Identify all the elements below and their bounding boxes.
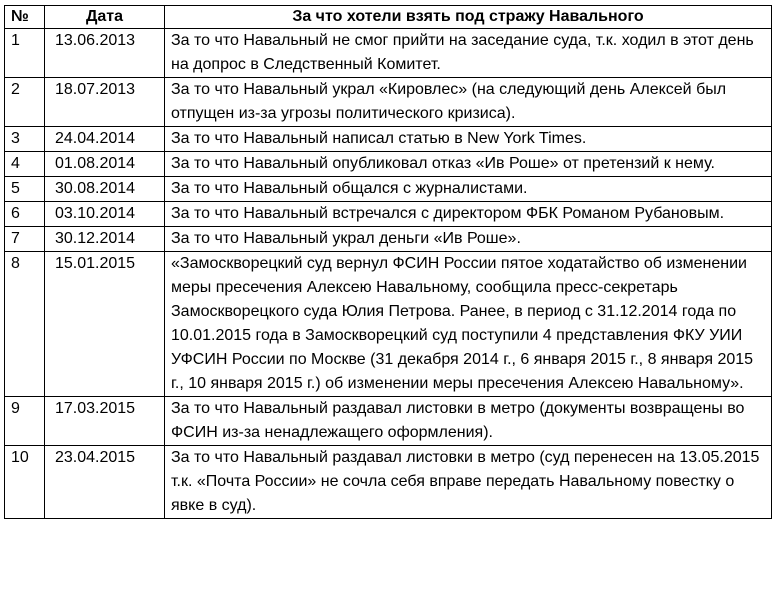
- row-number-cell: 7: [5, 227, 45, 252]
- row-reason-cell: За то что Навальный раздавал листовки в метро (документы возвращены во ФСИН из-за ненадлежащего оформления).: [165, 397, 772, 446]
- row-reason-cell: За то что Навальный встречался с директором ФБК Романом Рубановым.: [165, 202, 772, 227]
- table-row: [5, 127, 772, 152]
- row-reason-cell: За то что Навальный украл «Кировлес» (на следующий день Алексей был отпущен из-за угрозы политического кризиса).: [165, 78, 772, 127]
- table-row: [5, 177, 772, 202]
- table-row: [5, 202, 772, 227]
- row-number-cell: 9: [5, 397, 45, 446]
- table-row: [5, 78, 772, 127]
- row-date-cell: 13.06.2013: [45, 29, 165, 78]
- row-date-cell: 03.10.2014: [45, 202, 165, 227]
- row-date-cell: 18.07.2013: [45, 78, 165, 127]
- row-reason-cell: За то что Навальный раздавал листовки в метро (суд перенесен на 13.05.2015 т.к. «Почта России» не сочла себя вправе передать Навальному повестку о явке в суд).: [165, 446, 772, 519]
- row-date-cell: 17.03.2015: [45, 397, 165, 446]
- table-row: [5, 152, 772, 177]
- detention-attempts-table: [4, 5, 772, 519]
- header-reason: За что хотели взять под стражу Навального: [165, 6, 772, 29]
- table-header-row: [5, 6, 772, 29]
- table-row: [5, 29, 772, 78]
- row-number-cell: 3: [5, 127, 45, 152]
- row-number-cell: 6: [5, 202, 45, 227]
- row-reason-cell: «Замоскворецкий суд вернул ФСИН России пятое ходатайство об изменении меры пресечения Алексею Навальному, сообщила пресс-секретарь Замоскворецкого суда Юлия Петрова. Ранее, в период с 31.12.2014 года по 10.01.2015 года в Замоскворецкий суд поступили 4 представления ФКУ УИИ УФСИН России по Москве (31 декабря 2014 г., 6 января 2015 г., 8 января 2015 г., 10 января 2015 г.) об изменении меры пресечения Алексею Навальному».: [165, 252, 772, 397]
- row-number-cell: 8: [5, 252, 45, 397]
- row-number-cell: 1: [5, 29, 45, 78]
- row-number-cell: 2: [5, 78, 45, 127]
- row-date-cell: 01.08.2014: [45, 152, 165, 177]
- detention-attempts-table-container: [4, 5, 772, 519]
- table-row: [5, 446, 772, 519]
- table-row: [5, 397, 772, 446]
- table-row: [5, 252, 772, 397]
- row-reason-cell: За то что Навальный общался с журналистами.: [165, 177, 772, 202]
- row-date-cell: 30.08.2014: [45, 177, 165, 202]
- table-row: [5, 227, 772, 252]
- row-date-cell: 15.01.2015: [45, 252, 165, 397]
- row-reason-cell: За то что Навальный украл деньги «Ив Роше».: [165, 227, 772, 252]
- row-reason-cell: За то что Навальный написал статью в New York Times.: [165, 127, 772, 152]
- row-date-cell: 30.12.2014: [45, 227, 165, 252]
- row-number-cell: 10: [5, 446, 45, 519]
- row-date-cell: 23.04.2015: [45, 446, 165, 519]
- header-date: Дата: [45, 6, 165, 29]
- header-number: №: [5, 6, 45, 29]
- row-date-cell: 24.04.2014: [45, 127, 165, 152]
- row-reason-cell: За то что Навальный не смог прийти на заседание суда, т.к. ходил в этот день на допрос в Следственный Комитет.: [165, 29, 772, 78]
- row-number-cell: 5: [5, 177, 45, 202]
- row-reason-cell: За то что Навальный опубликовал отказ «Ив Роше» от претензий к нему.: [165, 152, 772, 177]
- row-number-cell: 4: [5, 152, 45, 177]
